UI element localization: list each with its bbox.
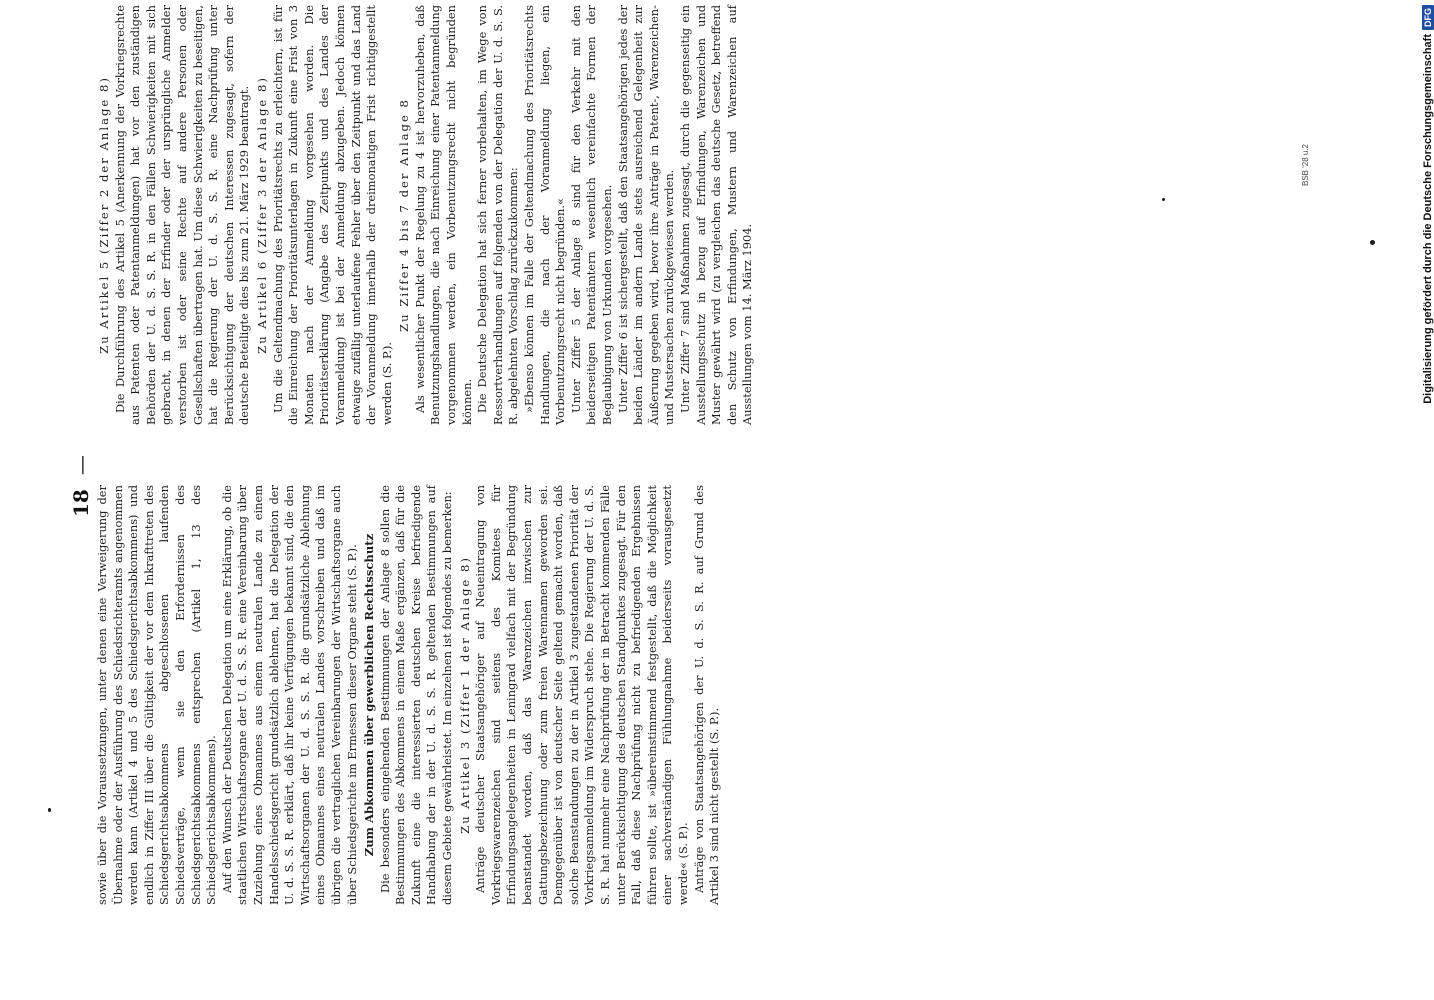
page-number bbox=[69, 455, 93, 517]
quoted-proposal bbox=[522, 5, 569, 425]
paragraph: Anträge von Staatsangehörigen der U. d. S. S. R. auf Grund des Artikel 3 sind nicht gestellt (S. P.). bbox=[691, 485, 722, 905]
stamp-text: BSB '28 u.2 bbox=[1300, 144, 1310, 186]
library-stamp bbox=[1240, 144, 1370, 190]
scan-speck bbox=[1370, 240, 1375, 245]
page-number-value: 18 bbox=[69, 489, 93, 517]
quote-text: »Ebenso können im Falle der Geltendmachung des Prioritätsrechts Handlungen, die nach der Voranmeldung liegen, ein Vorbenutzungsrecht nicht begründen.« bbox=[522, 5, 568, 425]
paragraph: Als wesentlicher Punkt der Regelung zu 4 ist hervorzuheben, daß Benutzungshandlungen, die nach Einreichung einer Patentanmeldung vorgenommen werden, ein Vorbenutzungsrecht nicht begründen können. bbox=[412, 5, 474, 425]
paragraph: Auf den Wunsch der Deutschen Delegation um eine Erklärung, ob die staatlichen Wirtschaftsorgane der U. d. S. S. R. eine Vereinbarung über Zuziehung eines Obmannes aus einem neutralen Lande zu einem Handelsschiedsgericht grundsätzlich ablehnen, hat die Delegation der U. d. S. S. R. erklärt, daß ihr keine Verfügungen bekannt sind, die den Wirtschaftsorganen der U. d. S. S. R. die grundsätzliche Ablehnung eines Obmannes eines neutralen Landes vorschreiben und daß im übrigen die vertraglichen Vereinbarungen der Wirtschaftsorgane auch über Schiedsgerichte im Ermessen dieser Organe steht (S. P.). bbox=[219, 485, 359, 905]
dfg-logo-icon: DFG bbox=[1422, 5, 1434, 30]
paragraph: Anträge deutscher Staatsangehöriger auf Neueintragung von Vorkriegswarenzeichen sind seitens des Komitees für Erfindungsangelegenheiten in Leningrad vielfach mit der Begründung beanstandet worden, daß das Warenzeichen inzwischen zur Gattungsbezeichnung oder zum freien Warennamen geworden sei. Demgegenüber ist von deutscher Seite geltend gemacht worden, daß solche Beanstandungen zu der in Artikel 3 zugestandenen Priorität der Vorkriegsanmeldung im Widerspruch stehe. Die Regierung der U. d. S. S. R. hat nunmehr eine Nachprüfung der in Betracht kommenden Fälle unter Berücksichtigung des deutschen Standpunktes zugesagt. Für den Fall, daß diese Nachprüfung nicht zu befriedigenden Ergebnissen führen sollte, ist »übereinstimmend festgestellt, daß die Möglichkeit einer sachverständigen Fühlungnahme beiderseits vorausgesetzt werde« (S. P.). bbox=[473, 485, 690, 905]
paragraph: sowie über die Voraussetzungen, unter denen eine Verweigerung der Übernahme oder der Ausführung des Schiedsrichteramts angenommen werden kann (Artikel 4 und 5 des Schiedsgerichtsabkommens) und endlich in Ziffer III über die Gültigkeit der vor dem Inkrafttreten des Schiedsgerichtsabkommens abgeschlossenen laufenden Schiedsverträge, wenn sie den Erfordernissen des Schiedsgerichtsabkommens entsprechen (Artikel 1, 13 des Schiedsgerichtsabkommens). bbox=[95, 485, 219, 905]
paragraph: Die Deutsche Delegation hat sich ferner vorbehalten, im Wege von Ressortverhandlungen auf folgenden von der Delegation der U. d. S. S. R. abgelehnten Vorschlag zurückzukommen: bbox=[475, 5, 521, 425]
article-heading: Zu Ziffer 4 bis 7 der Anlage 8 bbox=[397, 98, 412, 332]
section-heading: Zum Abkommen über gewerblichen Rechtsschutz bbox=[362, 533, 377, 857]
credit-text: Digitalisierung gefördert durch die Deutsche Forschungsgemeinschaft bbox=[1422, 34, 1434, 404]
scan-speck bbox=[48, 808, 51, 812]
right-column bbox=[95, 5, 756, 425]
rotated-text-block bbox=[69, 5, 1055, 905]
paragraph: Unter Ziffer 7 sind Maßnahmen zugesagt, durch die gegenseitig ein Ausstellungsschutz in bezug auf Erfindungen, Warenzeichen und Muster gewährt wird (zu vergleichen das deutsche Gesetz, betreffend den Schutz von Erfindungen, Mustern und Warenzeichen auf Ausstellungen vom 14. März 1904. bbox=[677, 5, 755, 425]
article-heading: Zu Artikel 5 (Ziffer 2 der Anlage 8) bbox=[97, 76, 111, 354]
paragraph: Die Durchführung des Artikel 5 (Anerkennung der Vorkriegsrechte aus Patenten oder Patentanmeldungen) hat vor den zuständigen Behörden der U. d. S. S. R. in den Fällen Schwierigkeiten mit sich gebracht, in denen der Erfinder oder der ursprüngliche Anmelder verstorben ist oder seine Rechte auf andere Personen oder Gesellschaften übertragen hat. Um diese Schwierigkeiten zu beseitigen, hat die Regierung der U. d. S. S. R. eine Nachprüfung unter Berücksichtigung der deutschen Interessen zugesagt, sofern der deutsche Beteiligte dies bis zum 21. März 1929 beantragt. bbox=[112, 5, 252, 425]
article-heading: Zu Artikel 6 (Ziffer 3 der Anlage 8) bbox=[254, 76, 269, 354]
paragraph: Unter Ziffer 6 ist sichergestellt, daß den Staatsangehörigen jedes der beiden Länder im andern Lande stets ausreichend Gelegenheit zur Äußerung gegeben wird, bevor ihre Anträge in Patent-, Warenzeichen- und Mustersachen zurückgewiesen werden. bbox=[615, 5, 677, 425]
scan-speck bbox=[1162, 198, 1165, 201]
paragraph: Um die Geltendmachung des Prioritätsrechts zu erleichtern, ist für die Einreichung der Prioritätsunterlagen in Zukunft eine Frist von 3 Monaten nach der Anmeldung vorgesehen worden. Die Prioritätserklärung (Angabe des Zeitpunkts und des Landes der Voranmeldung) ist bei der Anmeldung abzugeben. Jedoch können etwaige zufällig unterlaufene Fehler über den Zeitpunkt und das Land der Voranmeldung innerhalb der dreimonatigen Frist richtiggestellt werden (S. P.). bbox=[270, 5, 394, 425]
article-heading: Zu Artikel 3 (Ziffer 1 der Anlage 8) bbox=[457, 556, 472, 834]
digitization-credit bbox=[1418, 5, 1434, 995]
paragraph: Unter Ziffer 5 der Anlage 8 sind für den Verkehr mit den beiderseitigen Patentämtern wesentlich vereinfachte Formen der Beglaubigung von Urkunden vorgesehen. bbox=[568, 5, 614, 425]
left-column bbox=[95, 485, 723, 905]
page-number-dash: — bbox=[69, 455, 93, 476]
paragraph: Die besonders eingehenden Bestimmungen der Anlage 8 sollen die Bestimmungen des Abkommens in einem Maße ergänzen, daß für die Zukunft eine die interessierten deutschen Kreise befriedigende Handhabung der in der U. d. S. S. R. geltenden Bestimmungen auf diesem Gebiete gewährleistet. Im einzelnen ist folgendes zu bemerken: bbox=[377, 485, 455, 905]
